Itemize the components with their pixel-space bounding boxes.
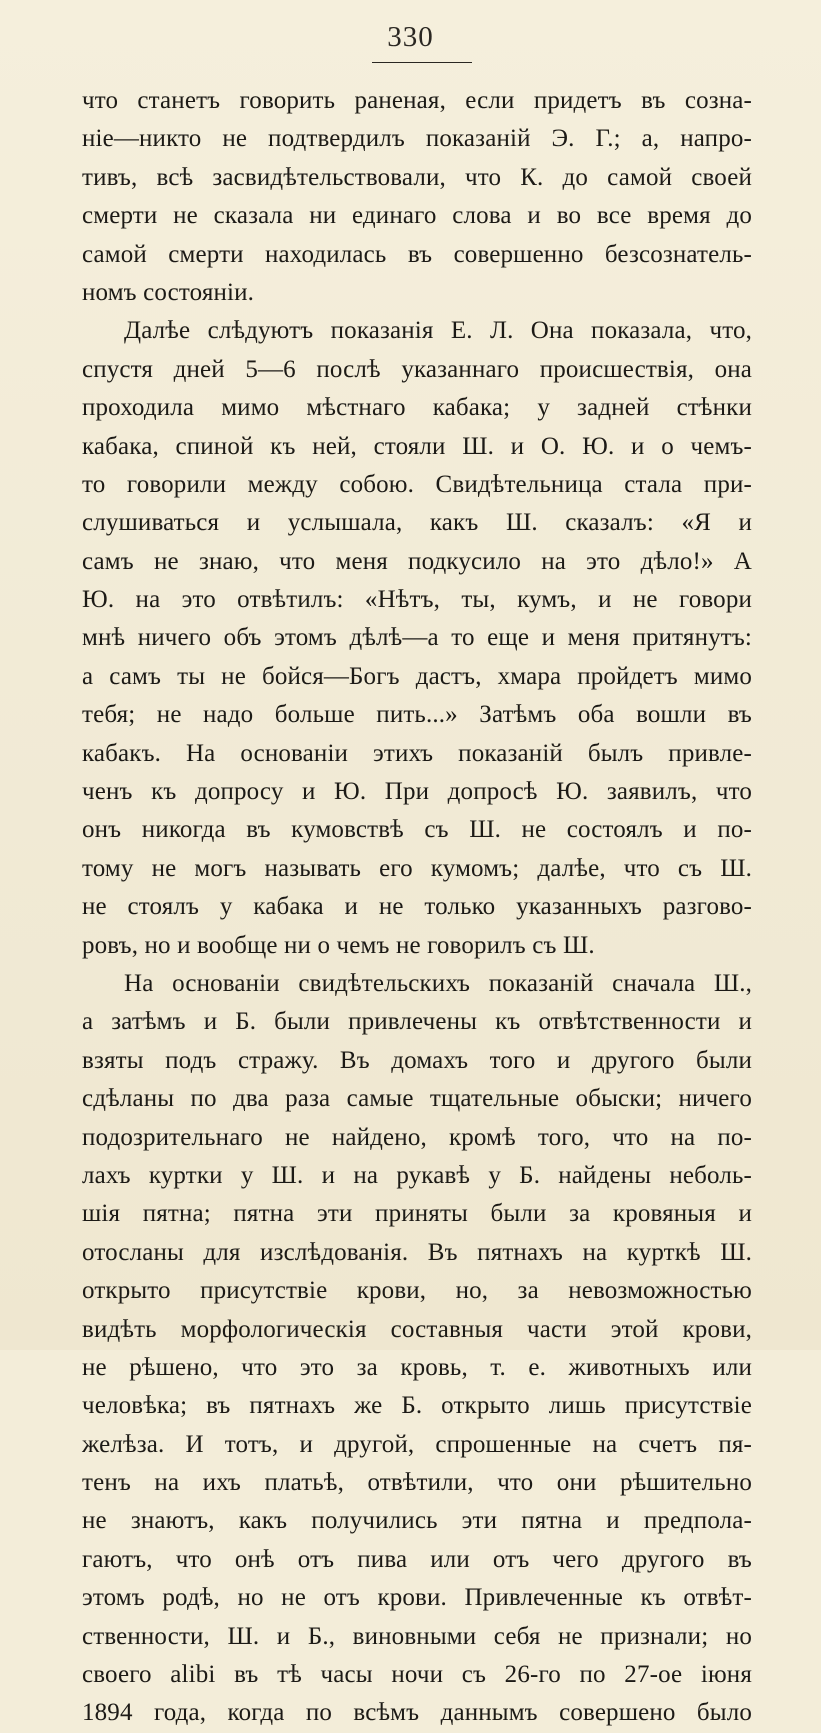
text-line: подозрительнаго не найдено, кромѣ того, что на по- — [82, 1123, 752, 1151]
text-line: слушиваться и услышала, какъ Ш. сказалъ: «Я и — [82, 509, 752, 537]
text-line: ственности, Ш. и Б., виновными себя не признали; но — [82, 1622, 752, 1650]
text-line: то говорили между собою. Свидѣтельница стала при- — [82, 470, 752, 498]
text-line: ніе—никто не подтвердилъ показаній Э. Г.; а, напро- — [82, 125, 752, 153]
page-number-rule — [372, 62, 472, 63]
text-line: шія пятна; пятна эти приняты были за кровяныя и — [82, 1200, 752, 1228]
text-line: что станетъ говорить раненая, если придетъ въ созна- — [82, 87, 752, 114]
text-line: взяты подъ стражу. Въ домахъ того и другого были — [82, 1046, 752, 1074]
text-line: спустя дней 5—6 послѣ указаннаго происшествія, она — [82, 355, 752, 383]
text-line: не рѣшено, что это за кровь, т. е. животныхъ или — [82, 1353, 752, 1381]
text-line: а самъ ты не бойся—Богъ дастъ, хмара пройдетъ мимо — [82, 662, 752, 690]
text-line: Далѣе слѣдуютъ показанія Е. Л. Она показала, что, — [124, 317, 752, 345]
text-line: самъ не знаю, что меня подкусило на это дѣло!» А — [82, 547, 752, 575]
text-line: тенъ на ихъ платьѣ, отвѣтили, что они рѣшительно — [82, 1469, 752, 1497]
text-line: лахъ куртки у Ш. и на рукавѣ у Б. найдены неболь- — [82, 1161, 752, 1189]
text-line: ченъ къ допросу и Ю. При допросѣ Ю. заявилъ, что — [82, 778, 752, 806]
text-line: тому не могъ называть его кумомъ; далѣе, что съ Ш. — [82, 854, 752, 882]
text-line: отосланы для изслѣдованія. Въ пятнахъ на курткѣ Ш. — [82, 1238, 752, 1266]
text-line: гаютъ, что онѣ отъ пива или отъ чего другого въ — [82, 1545, 752, 1573]
text-line: не знаютъ, какъ получились эти пятна и предпола- — [82, 1507, 752, 1535]
text-line: 1894 года, когда по всѣмъ даннымъ совершено было — [82, 1699, 752, 1727]
text-line: видѣть морфологическія составныя части этой крови, — [82, 1315, 752, 1343]
text-line: сдѣланы по два раза самые тщательные обыски; ничего — [82, 1085, 752, 1113]
text-line: открыто присутствіе крови, но, за невозможностью — [82, 1277, 752, 1305]
text-line: смерти не сказала ни единаго слова и во все время до — [82, 202, 752, 230]
text-line: человѣка; въ пятнахъ же Б. открыто лишь присутствіе — [82, 1392, 752, 1420]
text-line: проходила мимо мѣстнаго кабака; у задней стѣнки — [82, 394, 752, 422]
text-line: своего alibi въ тѣ часы ночи съ 26-го по 27-ое іюня — [82, 1661, 752, 1689]
text-line: тебя; не надо больше пить...» Затѣмъ оба вошли въ — [82, 701, 752, 729]
text-line: ровъ, но и вообще ни о чемъ не говорилъ съ Ш. — [82, 931, 595, 959]
text-line: желѣза. И тотъ, и другой, спрошенные на счетъ пя- — [82, 1430, 752, 1458]
text-line: Ю. на это отвѣтилъ: «Нѣтъ, ты, кумъ, и не говори — [82, 586, 752, 614]
text-line: номъ состояніи. — [82, 278, 255, 306]
text-line: кабакъ. На основаніи этихъ показаній былъ привле- — [82, 739, 752, 767]
text-line: На основаніи свидѣтельскихъ показаній сначала Ш., — [124, 969, 752, 997]
text-body — [82, 82, 752, 1733]
text-line: самой смерти находилась въ совершенно безсознатель- — [82, 240, 752, 268]
text-line: этомъ родѣ, но не отъ крови. Привлеченные къ отвѣт- — [82, 1584, 752, 1612]
text-line: мнѣ ничего объ этомъ дѣлѣ—а то еще и меня притянутъ: — [82, 624, 752, 652]
text-line: кабака, спиной къ ней, стояли Ш. и О. Ю. и о чемъ- — [82, 432, 752, 460]
text-line: а затѣмъ и Б. были привлечены къ отвѣтственности и — [82, 1008, 752, 1036]
text-line: не стоялъ у кабака и не только указанныхъ разгово- — [82, 893, 752, 921]
page-number: 330 — [387, 21, 434, 53]
text-line: тивъ, всѣ засвидѣтельствовали, что К. до самой своей — [82, 163, 752, 191]
text-line: онъ никогда въ кумовствѣ съ Ш. не состоялъ и по- — [82, 816, 752, 844]
